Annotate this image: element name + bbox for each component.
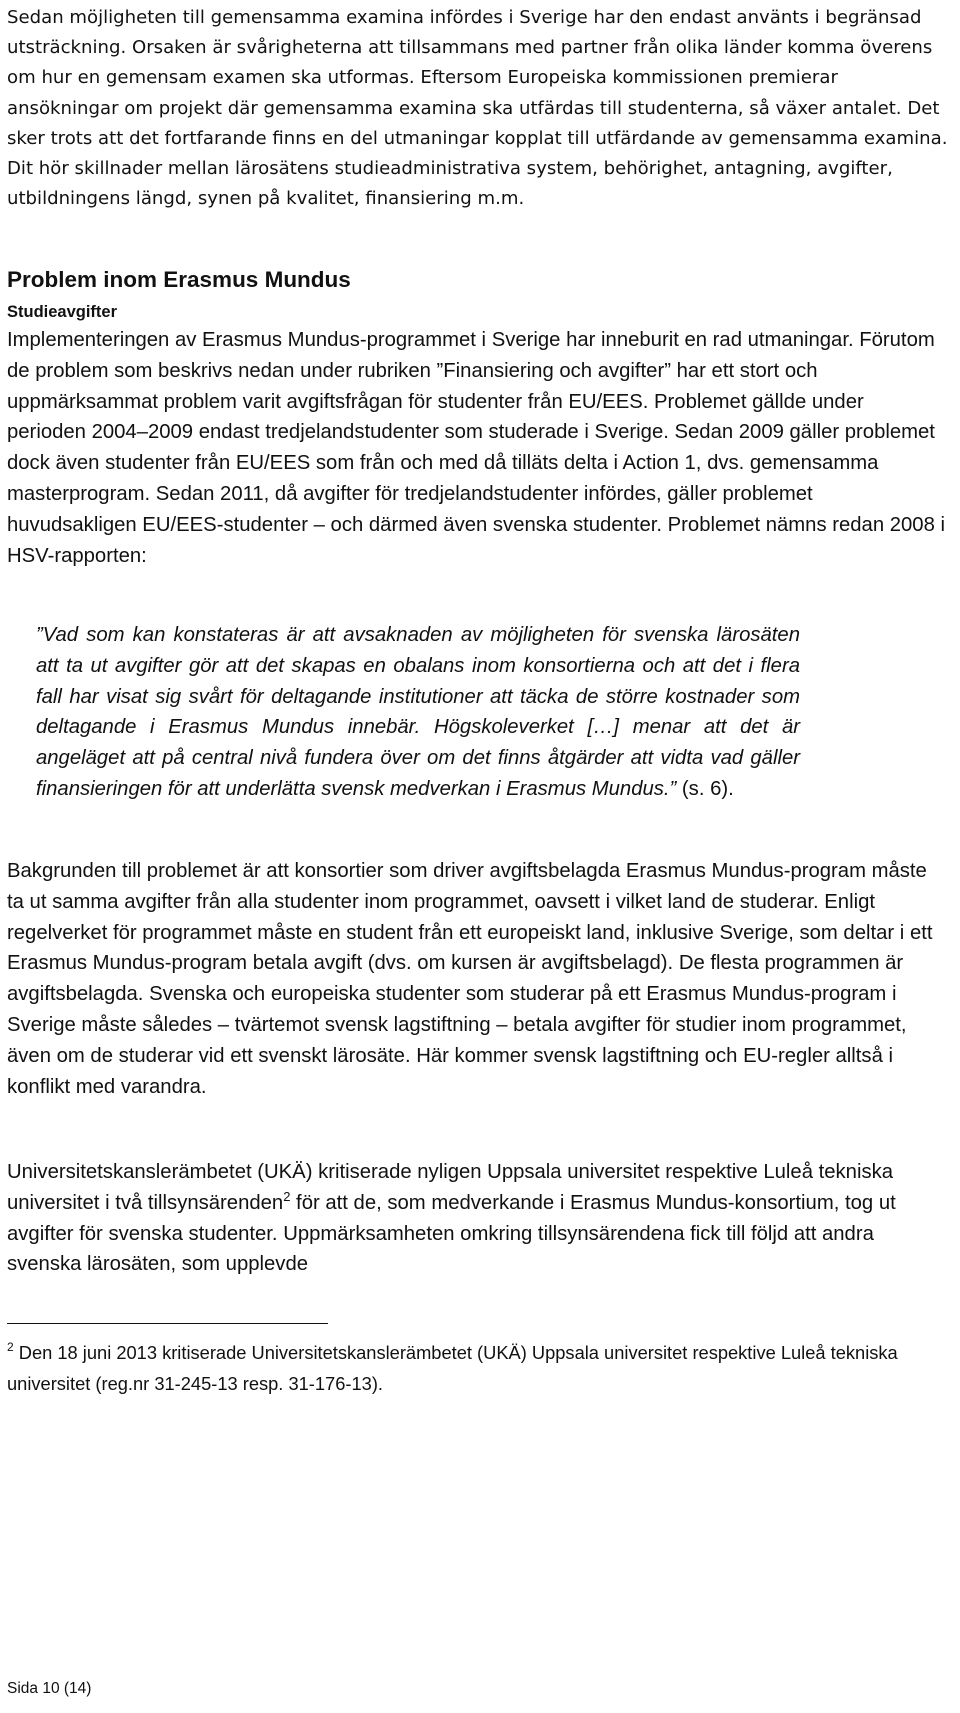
block-quote — [36, 620, 800, 805]
quote-text: ”Vad som kan konstateras är att avsaknaden av möjligheten för svenska lärosäten att ta ut avgifter gör att det skapas en obalans inom konsortierna och att det i flera fall har visat sig svårt för deltagande institutioner att täcka de större kostnader som deltagande i Erasmus Mundus innebär. Högskoleverket […] menar att det är angeläget att på central nivå fundera över om det finns åtgärder att vidta vad gäller finansieringen för att underlätta svensk medverkan i Erasmus Mundus.” — [36, 624, 800, 800]
footnote-reference: 2 — [283, 1188, 291, 1204]
paragraph3-text-start: Universitetskanslerämbetet (UKÄ) kritiserade nyligen Uppsala universitet respektive Luleå tekniska universitet i två tillsynsärenden — [7, 1161, 894, 1214]
quote-citation: (s. 6). — [676, 777, 734, 800]
footnote-text: Den 18 juni 2013 kritiserade Universitetskanslerämbetet (UKÄ) Uppsala universitet respektive Luleå tekniska universitet (reg.nr 31-245-13 resp. 31-176-13). — [7, 1342, 898, 1394]
intro-paragraph: Sedan möjligheten till gemensamma examina infördes i Sverige har den endast använts i begränsad utsträckning. Orsaken är svårigheterna att tillsammans med partner från olika länder komma överens om hur en gemensam examen ska utformas. Eftersom Europeiska kommissionen premierar ansökningar om projekt där gemensamma examina ska utfärdas till studenterna, så växer antalet. Det sker trots att det fortfarande finns en del utmaningar kopplat till utfärdande av gemensamma examina. Dit hör skillnader mellan lärosätens studieadministrativa system, behörighet, antagning, avgifter, utbildningens längd, synen på kvalitet, finansiering m.m. — [7, 7, 948, 210]
footnote-number: 2 — [7, 1340, 14, 1354]
footnote-separator — [7, 1323, 328, 1324]
body-paragraph-1: Implementeringen av Erasmus Mundus-programmet i Sverige har inneburit en rad utmaningar. Förutom de problem som beskrivs nedan under rubriken ”Finansiering och avgifter” har ett stort och uppmärksammat problem varit avgiftsfrågan för studenter från EU/EES. Problemet gällde under perioden 2004–2009 endast tredjelandstudenter som studerade i Sverige. Sedan 2009 gäller problemet dock även studenter från EU/EES som från och med då tilläts delta i Action 1, dvs. gemensamma masterprogram. Sedan 2011, då avgifter för tredjelandstudenter infördes, gäller problemet huvudsakligen EU/EES-studenter – och därmed även svenska studenter. Problemet nämns redan 2008 i HSV-rapporten: — [7, 329, 945, 567]
paragraph3-text-end: för att de, som medverkande i Erasmus Mundus-konsortium, tog ut avgifter för svenska studenter. Uppmärksamheten omkring tillsynsärendena fick till följd att andra svenska lärosäten, som upplevde — [7, 1191, 896, 1276]
body-paragraph-3 — [7, 1157, 947, 1280]
footnote — [7, 1338, 952, 1399]
section-heading: Problem inom Erasmus Mundus — [7, 267, 351, 292]
body-paragraph-2: Bakgrunden till problemet är att konsortier som driver avgiftsbelagda Erasmus Mundus-program måste ta ut samma avgifter från alla studenter inom programmet, oavsett i vilket land de studerar. Enligt regelverket för programmet måste en student från ett europeiskt land, inklusive Sverige, som deltar i ett Erasmus Mundus-program betala avgift (dvs. om kursen är avgiftsbelagd). De flesta programmen är avgiftsbelagda. Svenska och europeiska studenter som studerar på ett Erasmus Mundus-program i Sverige måste således – tvärtemot svensk lagstiftning – betala avgifter för studier inom programmet, även om de studerar vid ett svenskt lärosäte. Här kommer svensk lagstiftning och EU-regler alltså i konflikt med varandra. — [7, 860, 933, 1098]
page-number: Sida 10 (14) — [7, 1680, 92, 1697]
subsection-heading: Studieavgifter — [7, 303, 118, 321]
